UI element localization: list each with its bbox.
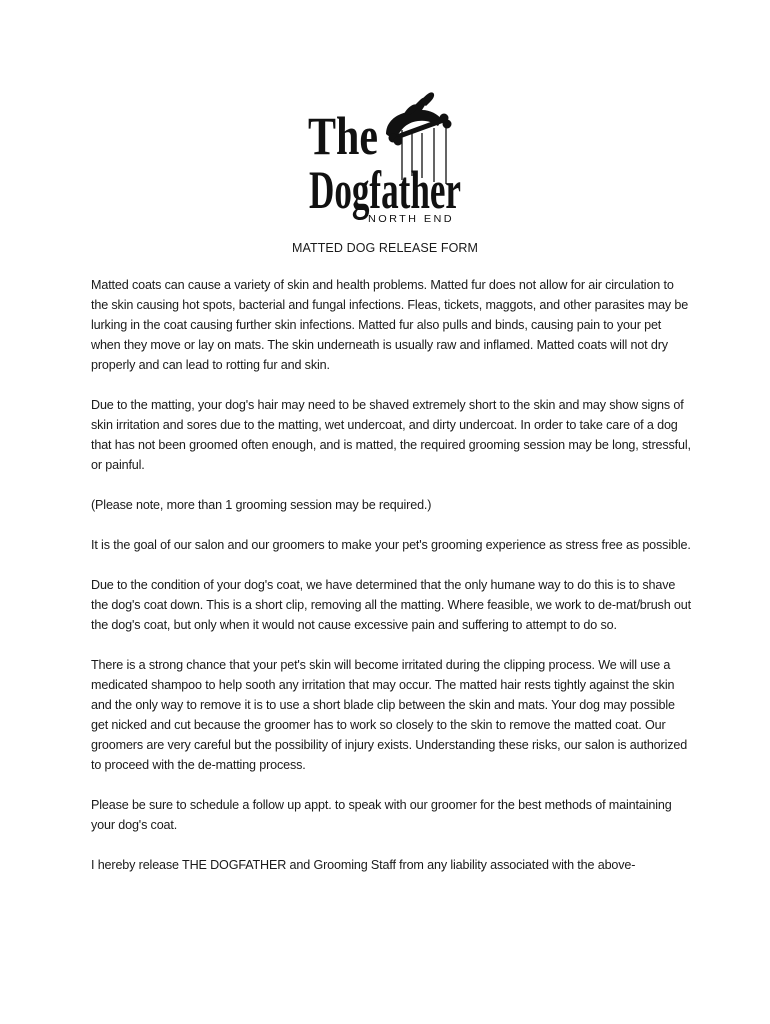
dogfather-logo: [300, 88, 468, 228]
paragraph-matted-coats: Matted coats can cause a variety of skin and health problems. Matted fur does not allow for air circulation to the skin causing hot spots, bacterial and fungal infections. Fleas, tickets, maggots, and other parasites may be lurking in the coat causing further skin infections. Matted fur also pulls and binds, causing pain to your pet when they move or lay on mats. The skin underneath is usually raw and inflamed. Matted coats will not dry properly and can lead to rotting fur and skin.: [91, 278, 689, 372]
logo-word-the: The: [308, 106, 378, 166]
paragraph-irritation-risk: There is a strong chance that your pet's skin will become irritated during the clipping process. We will use a medicated shampoo to help sooth any irritation that may occur. The matted hair rests tightly against the skin and the only way to remove it is to use a short blade clip between the skin and mats. Your dog may possible get nicked and cut because the groomer has to work so closely to the skin to remove the matted coat. Our groomers are very careful but the possibility of injury exists. Understanding these risks, our salon is authorized to proceed with the de-matting process.: [91, 658, 688, 772]
paragraph-follow-up: Please be sure to schedule a follow up appt. to speak with our groomer for the best methods of maintaining your dog's coat.: [91, 798, 672, 832]
form-body: [91, 275, 691, 895]
paragraph-sessions-note: (Please note, more than 1 grooming session may be required.): [91, 498, 432, 512]
form-title: MATTED DOG RELEASE FORM: [291, 241, 479, 255]
logo-tagline: NORTH END: [368, 214, 454, 225]
logo-word-dogfather: Dogfather: [309, 160, 461, 220]
paragraph-salon-goal: It is the goal of our salon and our groomers to make your pet's grooming experience as stress free as possible.: [91, 538, 691, 552]
paragraph-coat-condition: Due to the condition of your dog's coat, we have determined that the only humane way to do this is to shave the dog's coat down. This is a short clip, removing all the matting. Where feasible, we work to de-mat/brush out the dog's coat, but only when it would not cause excessive pain and suffering to attempt to do so.: [91, 578, 691, 632]
paragraph-shaving: Due to the matting, your dog's hair may need to be shaved extremely short to the skin and may show signs of skin irritation and sores due to the matting, wet undercoat, and dirty undercoat. In order to take care of a dog that has not been groomed often enough, and is matted, the required grooming session may be long, stressful, or painful.: [91, 398, 691, 472]
paragraph-release: I hereby release THE DOGFATHER and Grooming Staff from any liability associated with the above-: [91, 858, 636, 872]
